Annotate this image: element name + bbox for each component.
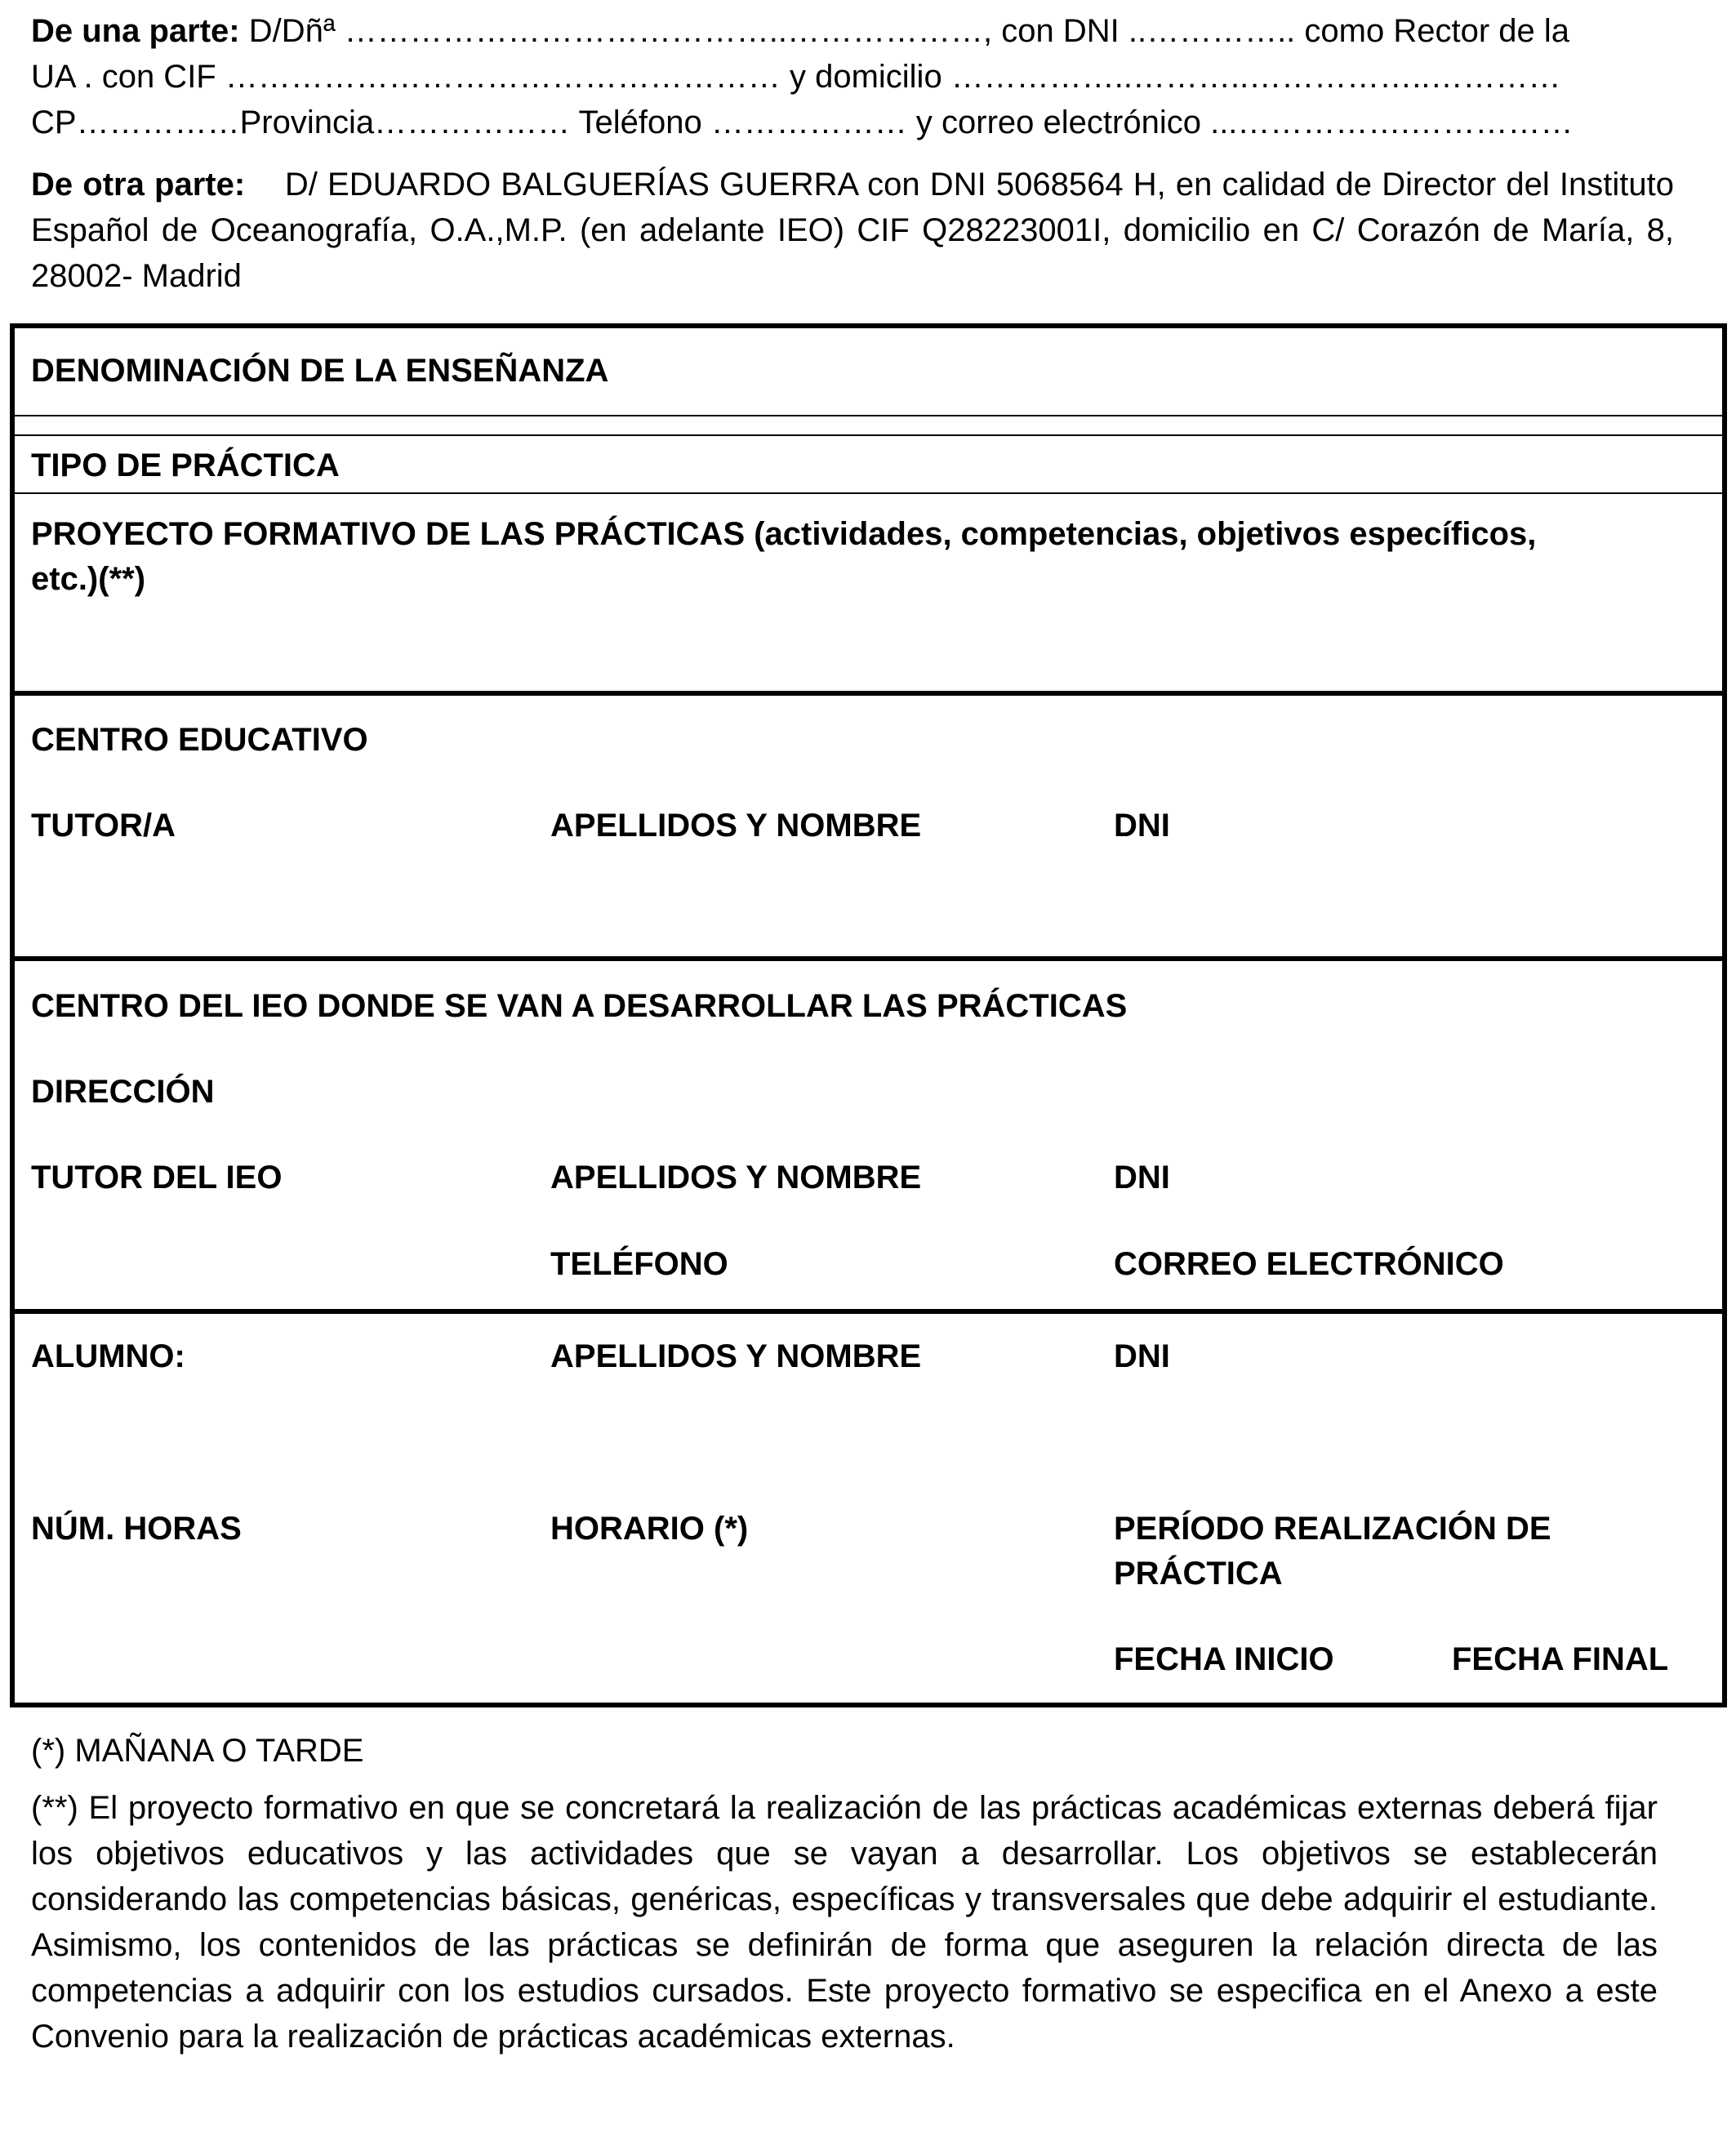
footnotes <box>31 1728 1658 2059</box>
label-direccion: DIRECCIÓN <box>31 1074 215 1110</box>
rule-thin-2 <box>10 434 1727 436</box>
label-tutor-ieo-apellidos: APELLIDOS Y NOMBRE <box>550 1160 922 1195</box>
rule-thin-1 <box>10 415 1727 416</box>
label-fecha-inicio: FECHA INICIO <box>1114 1641 1334 1677</box>
part1-label: De una parte: <box>31 13 240 49</box>
part1-line3: CP……………Provincia……………… Teléfono ……………… y correo electrónico ...…………….…………… <box>31 105 1574 140</box>
label-periodo-cont: PRÁCTICA <box>1114 1556 1283 1592</box>
label-alumno-apellidos: APELLIDOS Y NOMBRE <box>550 1338 922 1374</box>
label-num-horas: NÚM. HORAS <box>31 1511 242 1547</box>
label-fecha-final: FECHA FINAL <box>1452 1641 1669 1677</box>
label-denominacion: DENOMINACIÓN DE LA ENSEÑANZA <box>31 353 609 389</box>
rule-top <box>10 323 1727 328</box>
label-telefono: TELÉFONO <box>550 1246 728 1282</box>
label-proyecto-formativo-cont: etc.)(**) <box>31 561 146 597</box>
label-tutor-ieo-dni: DNI <box>1114 1160 1170 1195</box>
part2-label: De otra parte: <box>31 167 246 203</box>
label-alumno: ALUMNO: <box>31 1338 185 1374</box>
label-horario: HORARIO (*) <box>550 1511 749 1547</box>
label-periodo: PERÍODO REALIZACIÓN DE <box>1114 1511 1551 1547</box>
part1-line1: De una parte: D/Dñª …………………………………..………………, con DNI ..………….. como Rector de la <box>31 13 1569 49</box>
rule-block-2 <box>10 956 1727 961</box>
label-tutor-apellidos: APELLIDOS Y NOMBRE <box>550 808 922 844</box>
label-correo: CORREO ELECTRÓNICO <box>1114 1246 1504 1282</box>
label-tipo-practica: TIPO DE PRÁCTICA <box>31 447 340 483</box>
rule-bottom <box>10 1703 1727 1707</box>
intro-part2 <box>31 162 1674 299</box>
practice-form-table <box>10 323 1727 1707</box>
part1-line2: UA . con CIF …………………………………………… y domicilio ……………..………..……………..………… <box>31 59 1561 95</box>
rule-block-3 <box>10 1309 1727 1314</box>
label-alumno-dni: DNI <box>1114 1338 1170 1374</box>
label-tutor: TUTOR/A <box>31 808 176 844</box>
rule-thin-3 <box>10 492 1727 494</box>
part2-text: D/ EDUARDO BALGUERÍAS GUERRA con DNI 5068564 H, en calidad de Director del Instituto Español de Oceanografía, O.A.,M.P. (en adelante IEO) CIF Q28223001I, domicilio en C/ Corazón de María, 8, 28002- Madrid <box>31 167 1675 294</box>
label-tutor-ieo: TUTOR DEL IEO <box>31 1160 283 1195</box>
label-proyecto-formativo: PROYECTO FORMATIVO DE LAS PRÁCTICAS (actividades, competencias, objetivos específicos, <box>31 516 1537 552</box>
footnote-proyecto: (**) El proyecto formativo en que se concretará la realización de las prácticas académicas externas deberá fijar los objetivos educativos y las actividades que se vayan a desarrollar. Los objetivos se establecerán considerando las competencias básicas, genéricas, específicas y transversales que debe adquirir el estudiante. Asimismo, los contenidos de las prácticas se definirán de forma que aseguren la relación directa de las competencias a adquirir con los estudios cursados. Este proyecto formativo se especifica en el Anexo a este Convenio para la realización de prácticas académicas externas. <box>31 1790 1658 2055</box>
label-centro-ieo: CENTRO DEL IEO DONDE SE VAN A DESARROLLAR LAS PRÁCTICAS <box>31 988 1128 1024</box>
rule-block-1 <box>10 691 1727 696</box>
footnote-horario: (*) MAÑANA O TARDE <box>31 1733 364 1769</box>
label-centro-educativo: CENTRO EDUCATIVO <box>31 722 368 758</box>
intro-part1 <box>31 8 1674 145</box>
label-tutor-dni: DNI <box>1114 808 1170 844</box>
